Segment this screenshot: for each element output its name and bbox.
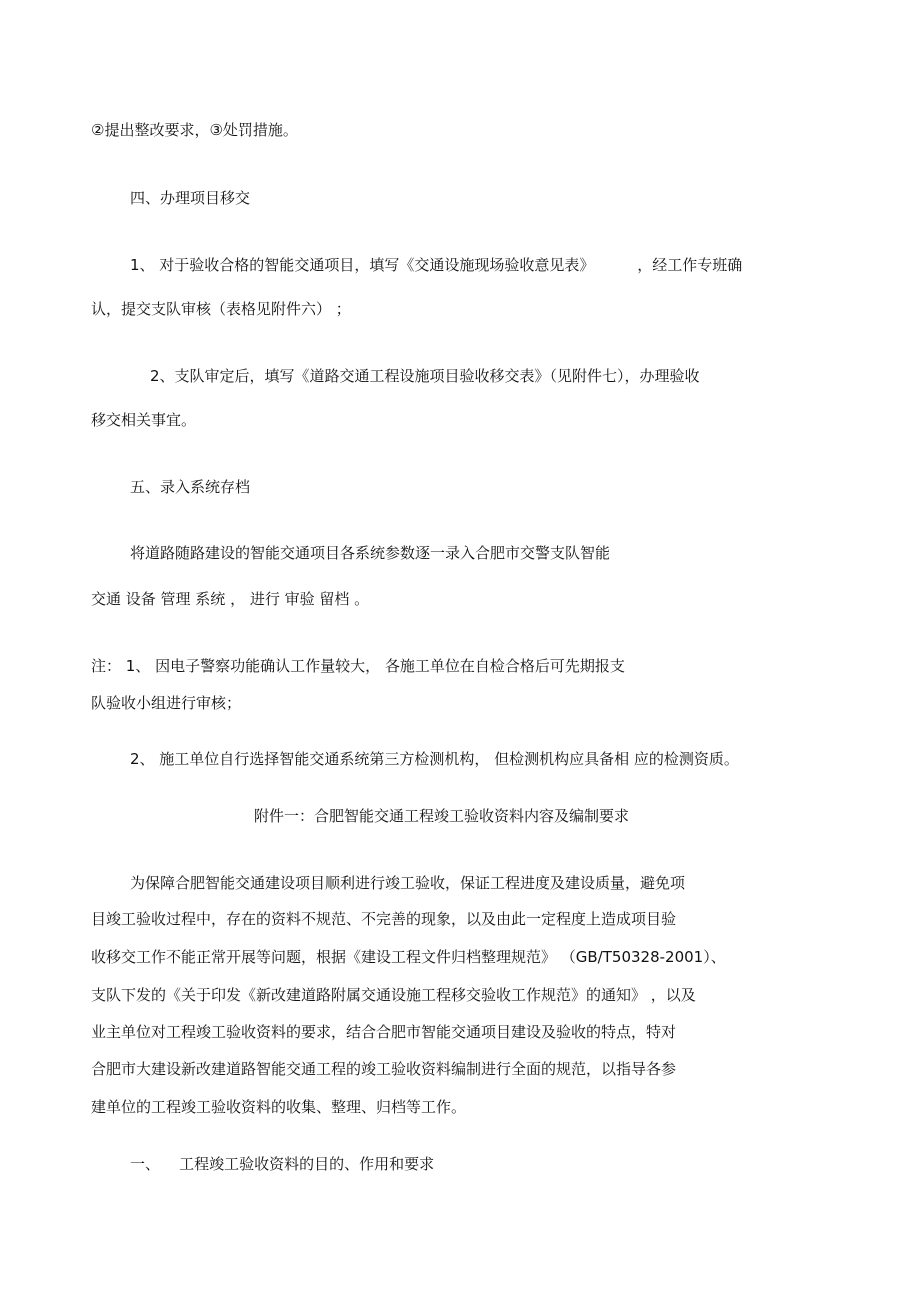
text-line: 2、支队审定后，填写《道路交通工程设施项目验收移交表》（见附件七），办理验收 (150, 367, 700, 385)
note-line: 队验收小组进行审核； (91, 694, 242, 712)
text-line: 收移交工作不能正常开展等问题，根据《建设工程文件归档整理规范》 （GB/T50328-2001）、 (91, 948, 726, 966)
text-line: 为保障合肥智能交通建设项目顺利进行竣工验收，保证工程进度及建设质量，避免项 (130, 874, 686, 892)
text-line: ②提出整改要求，③处罚措施。 (91, 121, 298, 139)
text-line: 认，提交支队审核（表格见附件六） ； (91, 300, 351, 318)
text-line: 1、 对于验收合格的智能交通项目，填写《交通设施现场验收意见表》 ，经工作专班确 (130, 256, 743, 274)
text-line: 建单位的工程竣工验收资料的收集、整理、归档等工作。 (91, 1098, 467, 1116)
note-line: 注： 1、 因电子警察功能确认工作量较大， 各施工单位在自检合格后可先期报支 (91, 657, 625, 675)
text-line: 交通 设备 管理 系统 ， 进行 审验 留档 。 (91, 590, 370, 608)
section-heading: 五、录入系统存档 (130, 478, 251, 496)
note-line: 2、 施工单位自行选择智能交通系统第三方检测机构， 但检测机构应具备相 应的检测资质。 (130, 750, 739, 768)
section-heading: 一、 工程竣工验收资料的目的、作用和要求 (130, 1155, 435, 1173)
text-line: 将道路随路建设的智能交通项目各系统参数逐一录入合肥市交警支队智能 (130, 544, 611, 562)
text-line: 目竣工验收过程中，存在的资料不规范、不完善的现象，以及由此一定程度上造成项目验 (91, 910, 677, 928)
text-line: 业主单位对工程竣工验收资料的要求，结合合肥市智能交通项目建设及验收的特点，特对 (91, 1023, 677, 1041)
text-line: 移交相关事宜。 (91, 411, 197, 429)
section-heading: 四、办理项目移交 (130, 189, 251, 207)
text-line: 支队下发的《关于印发《新改建道路附属交通设施工程移交验收工作规范》的通知》 ，以及 (91, 986, 696, 1004)
annex-title: 附件一：合肥智能交通工程竣工验收资料内容及编制要求 (254, 807, 630, 825)
text-line: 合肥市大建设新改建道路智能交通工程的竣工验收资料编制进行全面的规范，以指导各参 (91, 1060, 677, 1078)
